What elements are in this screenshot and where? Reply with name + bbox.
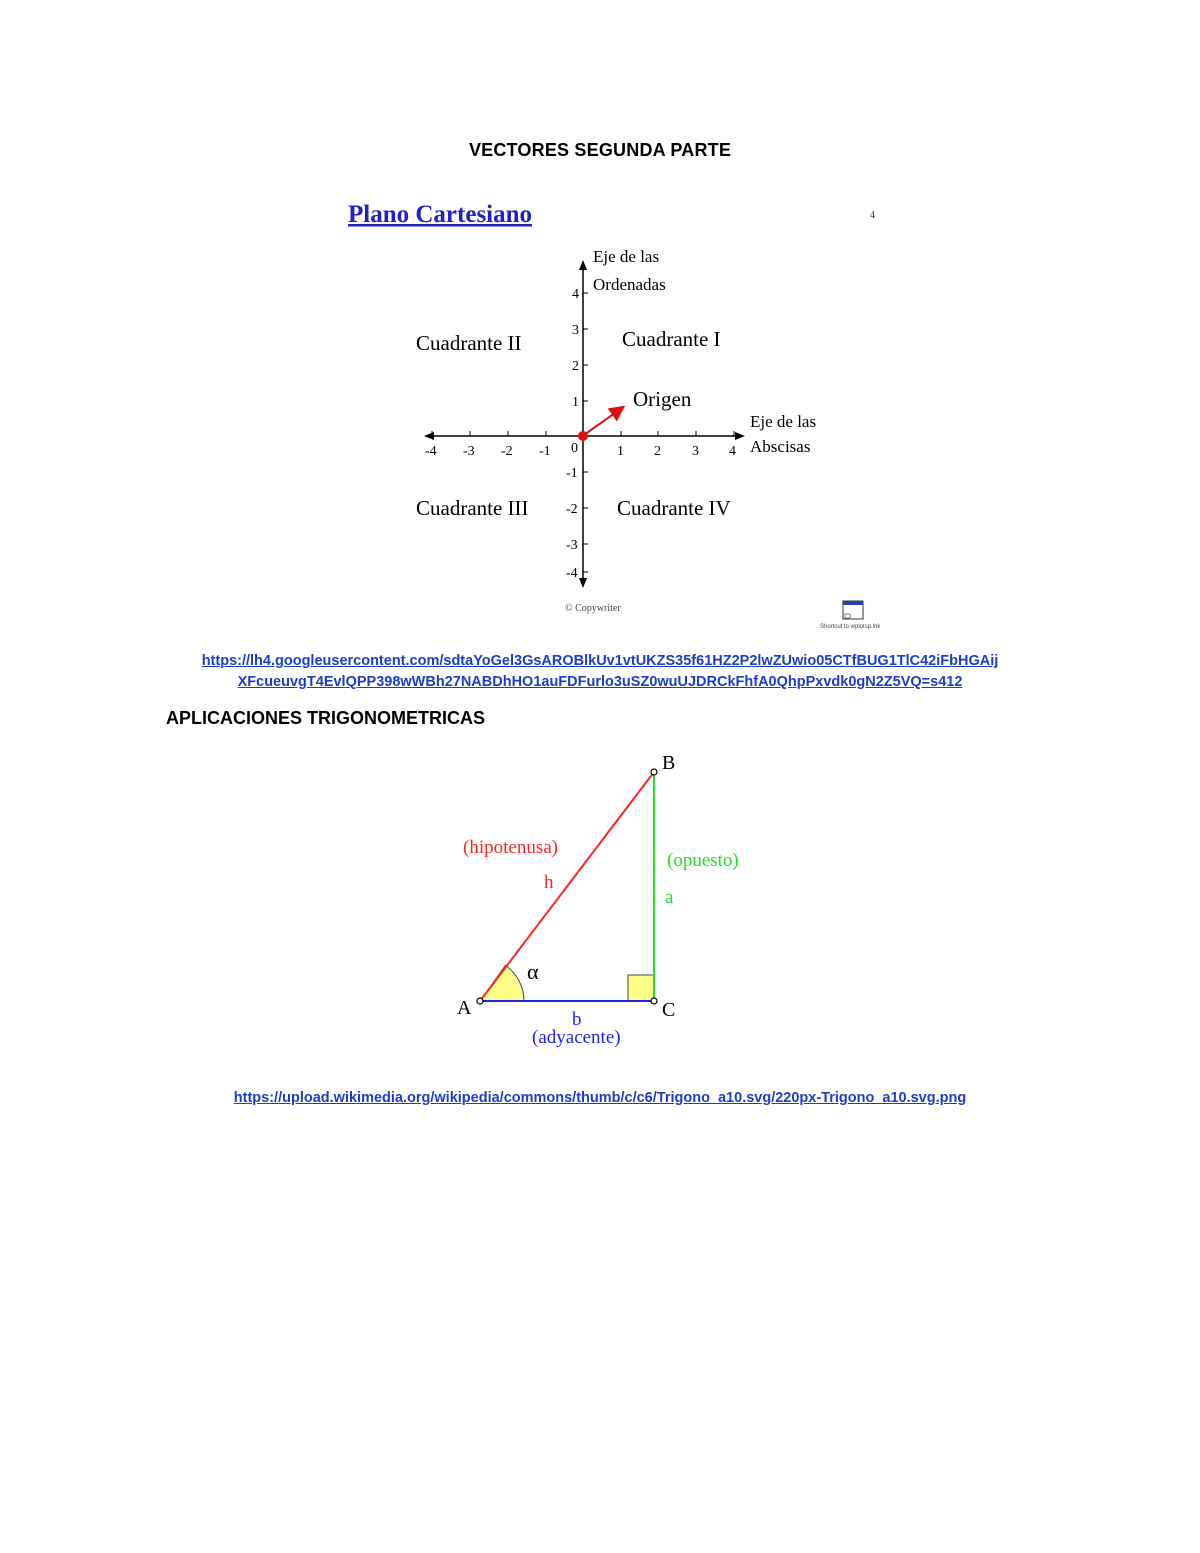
vertex-c-label: C: [662, 999, 676, 1021]
y-axis-arrow-up: [579, 260, 587, 270]
quadrant-4-label: Cuadrante IV: [617, 496, 731, 520]
image-source-link-2[interactable]: https://upload.wikimedia.org/wikipedia/commons/thumb/c/c6/Trigono_a10.svg/220px-Trigono_a10.svg.png: [233, 1090, 967, 1106]
y-tick-label: 1: [572, 395, 579, 410]
x-tick-label: -1: [539, 444, 551, 459]
x-tick-label: 1: [617, 444, 624, 459]
opposite-label: (opuesto): [667, 850, 739, 871]
link-line[interactable]: https://lh4.googleusercontent.com/sdtaYoGel3GsAROBlkUv1vtUKZS35f61HZ2P2lwZUwio05CTfBUG1TlC42iFbHGAij: [201, 653, 999, 669]
link-line[interactable]: XFcueuvgT4EvlQPP398wWBh27NABDhHO1auFDFurlo3uSZ0wuUJDRCkFhfA0QhpPxvdk0gN2Z5VQ=s412: [237, 674, 963, 690]
y-tick-label: 4: [572, 287, 579, 302]
quadrant-1-label: Cuadrante I: [622, 327, 721, 351]
x-tick-label: 4: [729, 444, 736, 459]
origin-point: [578, 431, 588, 441]
x-tick-label: -4: [425, 444, 437, 459]
origin-arrow: [584, 408, 622, 435]
section-heading: APLICACIONES TRIGONOMETRICAS: [166, 708, 486, 728]
x-tick-label: -2: [501, 444, 513, 459]
y-axis-arrow-down: [579, 578, 587, 588]
quadrant-2-label: Cuadrante II: [416, 331, 522, 355]
vertex-a-label: A: [457, 997, 472, 1019]
x-tick-label: 3: [692, 444, 699, 459]
page-heading: VECTORES SEGUNDA PARTE: [468, 140, 732, 160]
x-axis-label: Eje de las: [750, 412, 817, 431]
cartesian-plane-figure: [340, 190, 900, 630]
x-axis-label: Abscisas: [750, 437, 811, 456]
hypotenuse-side: [480, 772, 654, 1001]
opposite-letter: a: [665, 887, 674, 908]
vertex-c-point: [651, 998, 657, 1004]
image-source-link-1[interactable]: [0, 651, 1200, 693]
vertex-b-point: [651, 769, 657, 775]
adjacent-label: (adyacente): [532, 1027, 621, 1048]
y-tick-label: -1: [566, 466, 578, 481]
y-tick-label: -3: [566, 538, 578, 553]
x-tick-label: -3: [463, 444, 475, 459]
origin-label: Origen: [633, 387, 692, 411]
figure-title: Plano Cartesiano: [348, 201, 533, 228]
y-tick-label: 2: [572, 359, 579, 374]
x-tick-label: 0: [571, 441, 578, 456]
x-tick-label: 2: [654, 444, 661, 459]
right-angle-square: [628, 975, 654, 1001]
y-tick-label: 3: [572, 323, 579, 338]
hypotenuse-label: (hipotenusa): [463, 837, 558, 858]
copyright-text: © Copywriter: [565, 603, 621, 614]
corner-mark: 4: [870, 210, 875, 221]
hypotenuse-letter: h: [544, 872, 554, 893]
y-axis-label: Eje de las: [593, 247, 660, 266]
y-tick-label: -2: [566, 502, 578, 517]
x-axis-arrow-right: [735, 432, 745, 440]
vertex-b-label: B: [662, 752, 676, 774]
vertex-a-point: [477, 998, 483, 1004]
y-tick-label: -4: [566, 566, 578, 581]
y-axis-label: Ordenadas: [593, 275, 666, 294]
quadrant-3-label: Cuadrante III: [416, 496, 529, 520]
shortcut-icon: [843, 601, 863, 619]
shortcut-caption: Shortcut to wplotsp.lnk: [820, 624, 881, 630]
adjacent-letter: b: [572, 1009, 582, 1030]
right-triangle-figure: [440, 745, 770, 1055]
angle-alpha-label: α: [527, 959, 539, 984]
